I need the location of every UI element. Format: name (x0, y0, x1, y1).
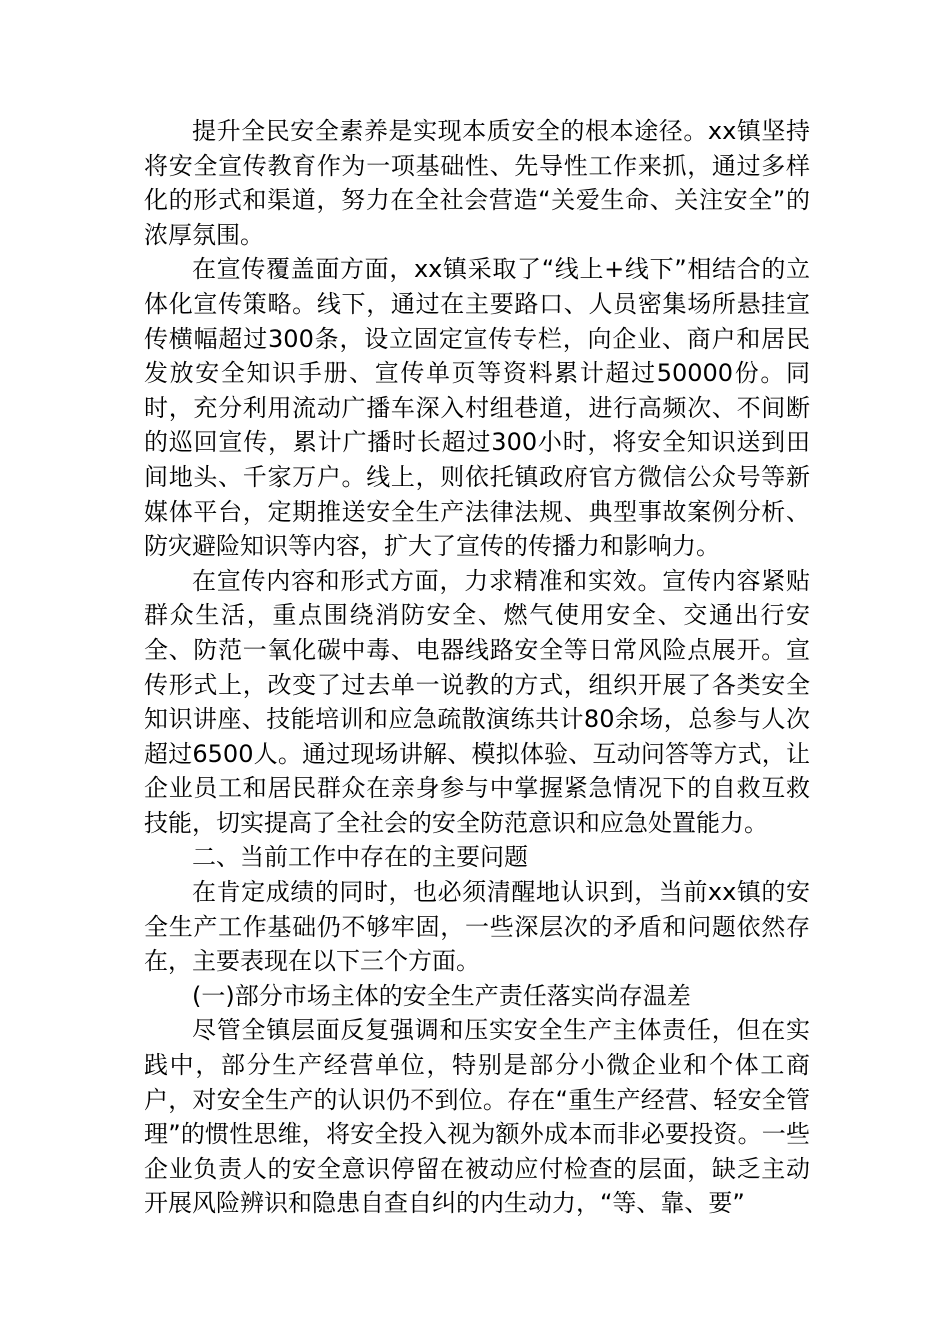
subsection-heading-responsibility: (一)部分市场主体的安全生产责任落实尚存温差 (192, 981, 691, 1010)
paragraph-publicity-content: 在宣传内容和形式方面，力求精准和实效。宣传内容紧贴群众生活，重点围绕消防安全、燃气使用安全、交通出行安全、防范一氧化碳中毒、电器线路安全等日常风险点展开。宣传形式上，改变了过去单一说教的方式，组织开展了各类安全知识讲座、技能培训和应急疏散演练共计80余场，总参与人次超过6500人。通过现场讲解、模拟体验、互动问答等方式，让企业员工和居民群众在亲身参与中掌握紧急情况下的自救互救技能，切实提高了全社会的安全防范意识和应急处置能力。 (144, 566, 810, 837)
paragraph-problems-intro: 在肯定成绩的同时，也必须清醒地认识到，当前xx镇的安全生产工作基础仍不够牢固，一些深层次的矛盾和问题依然存在，主要表现在以下三个方面。 (144, 878, 810, 976)
section-heading-main-problems: 二、当前工作中存在的主要问题 (192, 843, 528, 872)
paragraph-safety-literacy: 提升全民安全素养是实现本质安全的根本途径。xx镇坚持将安全宣传教育作为一项基础性、先导性工作来抓，通过多样化的形式和渠道，努力在全社会营造“关爱生命、关注安全”的浓厚氛围。 (144, 117, 810, 249)
paragraph-responsibility-detail: 尽管全镇层面反复强调和压实安全生产主体责任，但在实践中，部分生产经营单位，特别是部分小微企业和个体工商户，对安全生产的认识仍不到位。存在“重生产经营、轻安全管理”的惯性思维，将安全投入视为额外成本而非必要投资。一些企业负责人的安全意识停留在被动应付检查的层面，缺乏主动开展风险辨识和隐患自查自纠的内生动力，“等、靠、要” (144, 1016, 810, 1218)
paragraph-publicity-coverage: 在宣传覆盖面方面，xx镇采取了“线上+线下”相结合的立体化宣传策略。线下，通过在主要路口、人员密集场所悬挂宣传横幅超过300条，设立固定宣传专栏，向企业、商户和居民发放安全知识手册、宣传单页等资料累计超过50000份。同时，充分利用流动广播车深入村组巷道，进行高频次、不间断的巡回宣传，累计广播时长超过300小时，将安全知识送到田间地头、千家万户。线上，则依托镇政府官方微信公众号等新媒体平台，定期推送安全生产法律法规、典型事故案例分析、防灾避险知识等内容，扩大了宣传的传播力和影响力。 (144, 255, 810, 561)
document-body (144, 114, 810, 1221)
